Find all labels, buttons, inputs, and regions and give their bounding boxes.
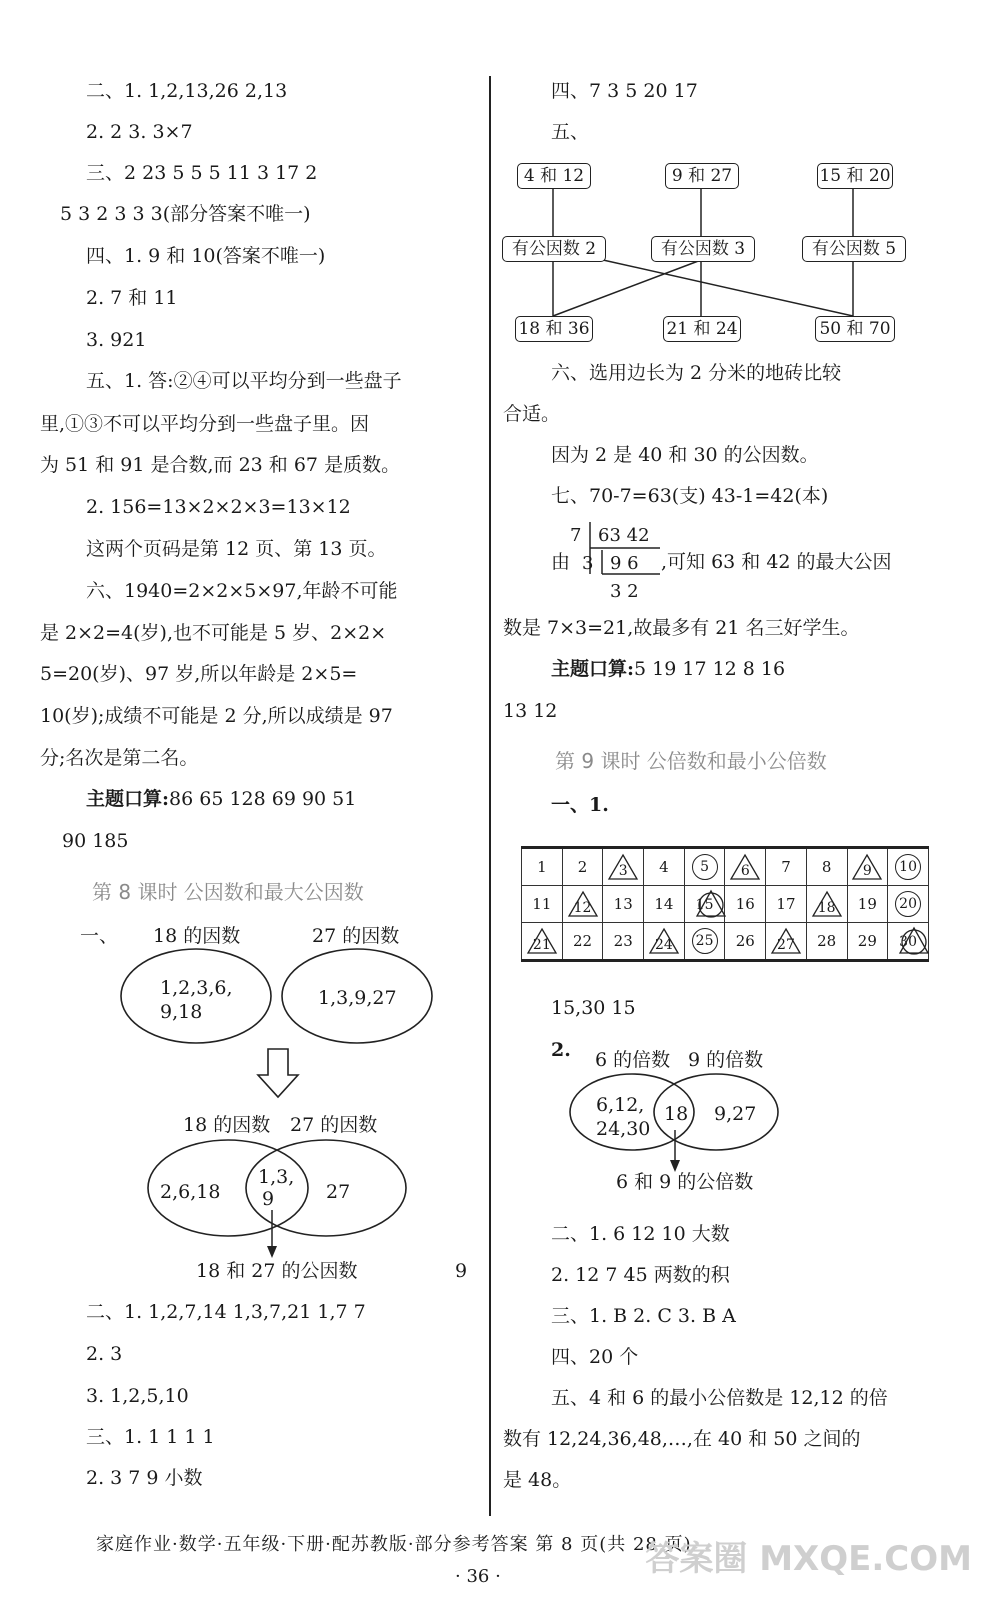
- number-pair-box: 21 和 24: [663, 316, 741, 342]
- answer-line: 二、1. 1,2,13,26 2,13: [86, 80, 288, 102]
- quotient: 3 2: [610, 581, 639, 602]
- ellipse-content: 1,2,3,6,: [160, 977, 233, 999]
- answer-line: 2. 12 7 45 两数的积: [551, 1264, 730, 1286]
- grid-cell: 7: [766, 848, 807, 886]
- answer-line: 2. 3: [86, 1343, 123, 1365]
- grid-number: 12: [573, 900, 592, 916]
- divisor: 7: [570, 525, 582, 546]
- answer-line: 六、选用边长为 2 分米的地砖比较: [551, 362, 842, 384]
- answer-line: 三、1. B 2. C 3. B A: [551, 1305, 736, 1327]
- number-pair-box: 15 和 20: [817, 163, 893, 189]
- ellipse-content: 1,3,9,27: [318, 987, 397, 1009]
- answer-line: 10(岁);成绩不可能是 2 分,所以成绩是 97: [40, 705, 393, 727]
- grid-number: 3: [618, 863, 628, 879]
- venn-caption: 6 和 9 的公倍数: [616, 1171, 754, 1193]
- grid-cell: 8: [806, 848, 847, 886]
- answer-line: 15,30 15: [551, 997, 636, 1019]
- venn-caption: 18 和 27 的公因数: [196, 1260, 358, 1282]
- common-factor-box: 有公因数 5: [802, 236, 906, 262]
- answer-line: 5=20(岁)、97 岁,所以年龄是 2×5=: [40, 663, 358, 685]
- grid-cell: 22: [562, 923, 603, 961]
- mental-math-values: 86 65 128 69 90 51: [169, 788, 357, 810]
- common-factor-box: 有公因数 3: [651, 236, 755, 262]
- grid-cell: 2: [562, 848, 603, 886]
- ellipse-content: 27: [326, 1181, 351, 1203]
- grid-number: 25: [692, 928, 718, 954]
- answer-line: 四、1. 9 和 10(答案不唯一): [86, 245, 326, 267]
- mental-math-label: 主题口算:: [86, 788, 170, 810]
- ellipse-title: 18 的因数: [153, 925, 241, 947]
- page-footer: 家庭作业·数学·五年级·下册·配苏教版·部分参考答案 第 8 页(共 28 页): [96, 1534, 692, 1555]
- grid-number: 10: [895, 854, 921, 880]
- grid-number: 20: [895, 891, 921, 917]
- answer-line: 二、1. 1,2,7,14 1,3,7,21 1,7 7: [86, 1301, 366, 1323]
- ellipse-content: 6,12,: [596, 1094, 645, 1116]
- grid-cell: 23: [603, 923, 644, 961]
- grid-cell: 4: [644, 848, 685, 886]
- answer-line: 为 51 和 91 是合数,而 23 和 67 是质数。: [40, 454, 401, 476]
- answer-line: 五、4 和 6 的最小公倍数是 12,12 的倍: [551, 1387, 888, 1409]
- answer-line: 三、2 23 5 5 5 11 3 17 2: [86, 162, 318, 184]
- answer-line: ,可知 63 和 42 的最大公因: [661, 551, 892, 573]
- divisor: 3: [582, 553, 594, 574]
- grid-number: 18: [817, 900, 836, 916]
- grid-number: 6: [740, 863, 750, 879]
- number-pair-box: 4 和 12: [517, 163, 591, 189]
- grid-number: 9: [862, 863, 872, 879]
- grid-cell: 11: [522, 886, 563, 923]
- number-pair-box: 50 和 70: [815, 316, 895, 342]
- ellipse-content: 9,27: [714, 1103, 757, 1125]
- common-factor-box: 有公因数 2: [502, 236, 606, 262]
- ellipse-title: 27 的因数: [312, 925, 400, 947]
- lesson-heading: 第 9 课时 公倍数和最小公倍数: [555, 749, 827, 773]
- answer-line: 是 48。: [503, 1469, 572, 1491]
- ellipse-content: 9,18: [160, 1001, 203, 1023]
- mental-math-values: 5 19 17 12 8 16: [634, 658, 786, 680]
- watermark: 答案圈 MXQE.COM: [645, 1539, 972, 1579]
- grid-cell: 26: [725, 923, 766, 961]
- grid-cell: 14: [644, 886, 685, 923]
- answer-line: 一、1.: [551, 794, 609, 816]
- intersection-content: 9: [262, 1188, 275, 1210]
- grid-number: 24: [654, 937, 673, 953]
- quotient: 9 6: [610, 553, 639, 574]
- intersection-content: 1,3,: [258, 1166, 295, 1188]
- grid-cell: 17: [766, 886, 807, 923]
- ellipse-content: 2,6,18: [160, 1181, 221, 1203]
- answer-line: 2. 156=13×2×2×3=13×12: [86, 496, 351, 518]
- answer-line: 三、1. 1 1 1 1: [86, 1426, 215, 1448]
- grid-cell: 28: [806, 923, 847, 961]
- answer-line: 5 3 2 3 3 3(部分答案不唯一): [60, 203, 311, 225]
- answer-line: 五、1. 答:②④可以平均分到一些盘子: [86, 370, 402, 392]
- answer-line: 六、1940=2×2×5×97,年龄不可能: [86, 580, 398, 602]
- ellipse-title: 6 的倍数: [595, 1049, 671, 1071]
- number-pair-box: 9 和 27: [665, 163, 739, 189]
- answer-line: 是 2×2=4(岁),也不可能是 5 岁、2×2×: [40, 622, 387, 644]
- answer-line: 二、1. 6 12 10 大数: [551, 1223, 730, 1245]
- answer-line: 2.: [551, 1039, 571, 1061]
- answer-line: 七、70-7=63(支) 43-1=42(本): [551, 485, 829, 507]
- section-number: 一、: [80, 925, 119, 947]
- answer-line: 四、7 3 5 20 17: [551, 80, 698, 102]
- ellipse-content: 24,30: [596, 1118, 651, 1140]
- mental-math-label: 主题口算:: [551, 658, 635, 680]
- answer-line: 五、: [551, 121, 590, 143]
- answer-line: 分;名次是第二名。: [40, 747, 199, 769]
- answer-line: 数有 12,24,36,48,…,在 40 和 50 之间的: [503, 1428, 861, 1450]
- answer-line: 由: [551, 551, 571, 573]
- answer-line: 13 12: [503, 700, 558, 722]
- answer-line: 9: [455, 1260, 468, 1282]
- grid-number: 27: [777, 937, 795, 953]
- grid-number: 21: [532, 937, 551, 953]
- page-number: · 36 ·: [455, 1566, 501, 1587]
- answer-line: 2. 3 7 9 小数: [86, 1467, 203, 1489]
- answer-line: 3. 1,2,5,10: [86, 1385, 189, 1407]
- answer-line: 里,①③不可以平均分到一些盘子里。因: [40, 413, 370, 435]
- ellipse-title: 27 的因数: [290, 1114, 378, 1136]
- answer-line: 90 185: [62, 830, 129, 852]
- answer-line: 合适。: [503, 403, 561, 425]
- answer-line: 因为 2 是 40 和 30 的公因数。: [551, 444, 819, 466]
- number-pair-box: 18 和 36: [515, 316, 593, 342]
- lesson-heading: 第 8 课时 公因数和最大公因数: [92, 880, 364, 904]
- grid-number: 5: [692, 854, 718, 880]
- grid-cell: 16: [725, 886, 766, 923]
- answer-line: 2. 7 和 11: [86, 287, 178, 309]
- dividend: 63 42: [598, 525, 650, 546]
- grid-cell: 1: [522, 848, 563, 886]
- grid-number: 30: [899, 934, 917, 950]
- grid-cell: 13: [603, 886, 644, 923]
- answer-line: 数是 7×3=21,故最多有 21 名三好学生。: [503, 617, 860, 639]
- ellipse-title: 18 的因数: [183, 1114, 271, 1136]
- answer-line: 四、20 个: [551, 1346, 639, 1368]
- answer-line: 这两个页码是第 12 页、第 13 页。: [86, 538, 387, 560]
- answer-line: 3. 921: [86, 329, 147, 351]
- grid-number: 15: [695, 897, 714, 913]
- grid-cell: 19: [847, 886, 888, 923]
- intersection-content: 18: [664, 1103, 689, 1125]
- answer-line: 2. 2 3. 3×7: [86, 121, 193, 143]
- ellipse-title: 9 的倍数: [688, 1049, 764, 1071]
- grid-cell: 29: [847, 923, 888, 961]
